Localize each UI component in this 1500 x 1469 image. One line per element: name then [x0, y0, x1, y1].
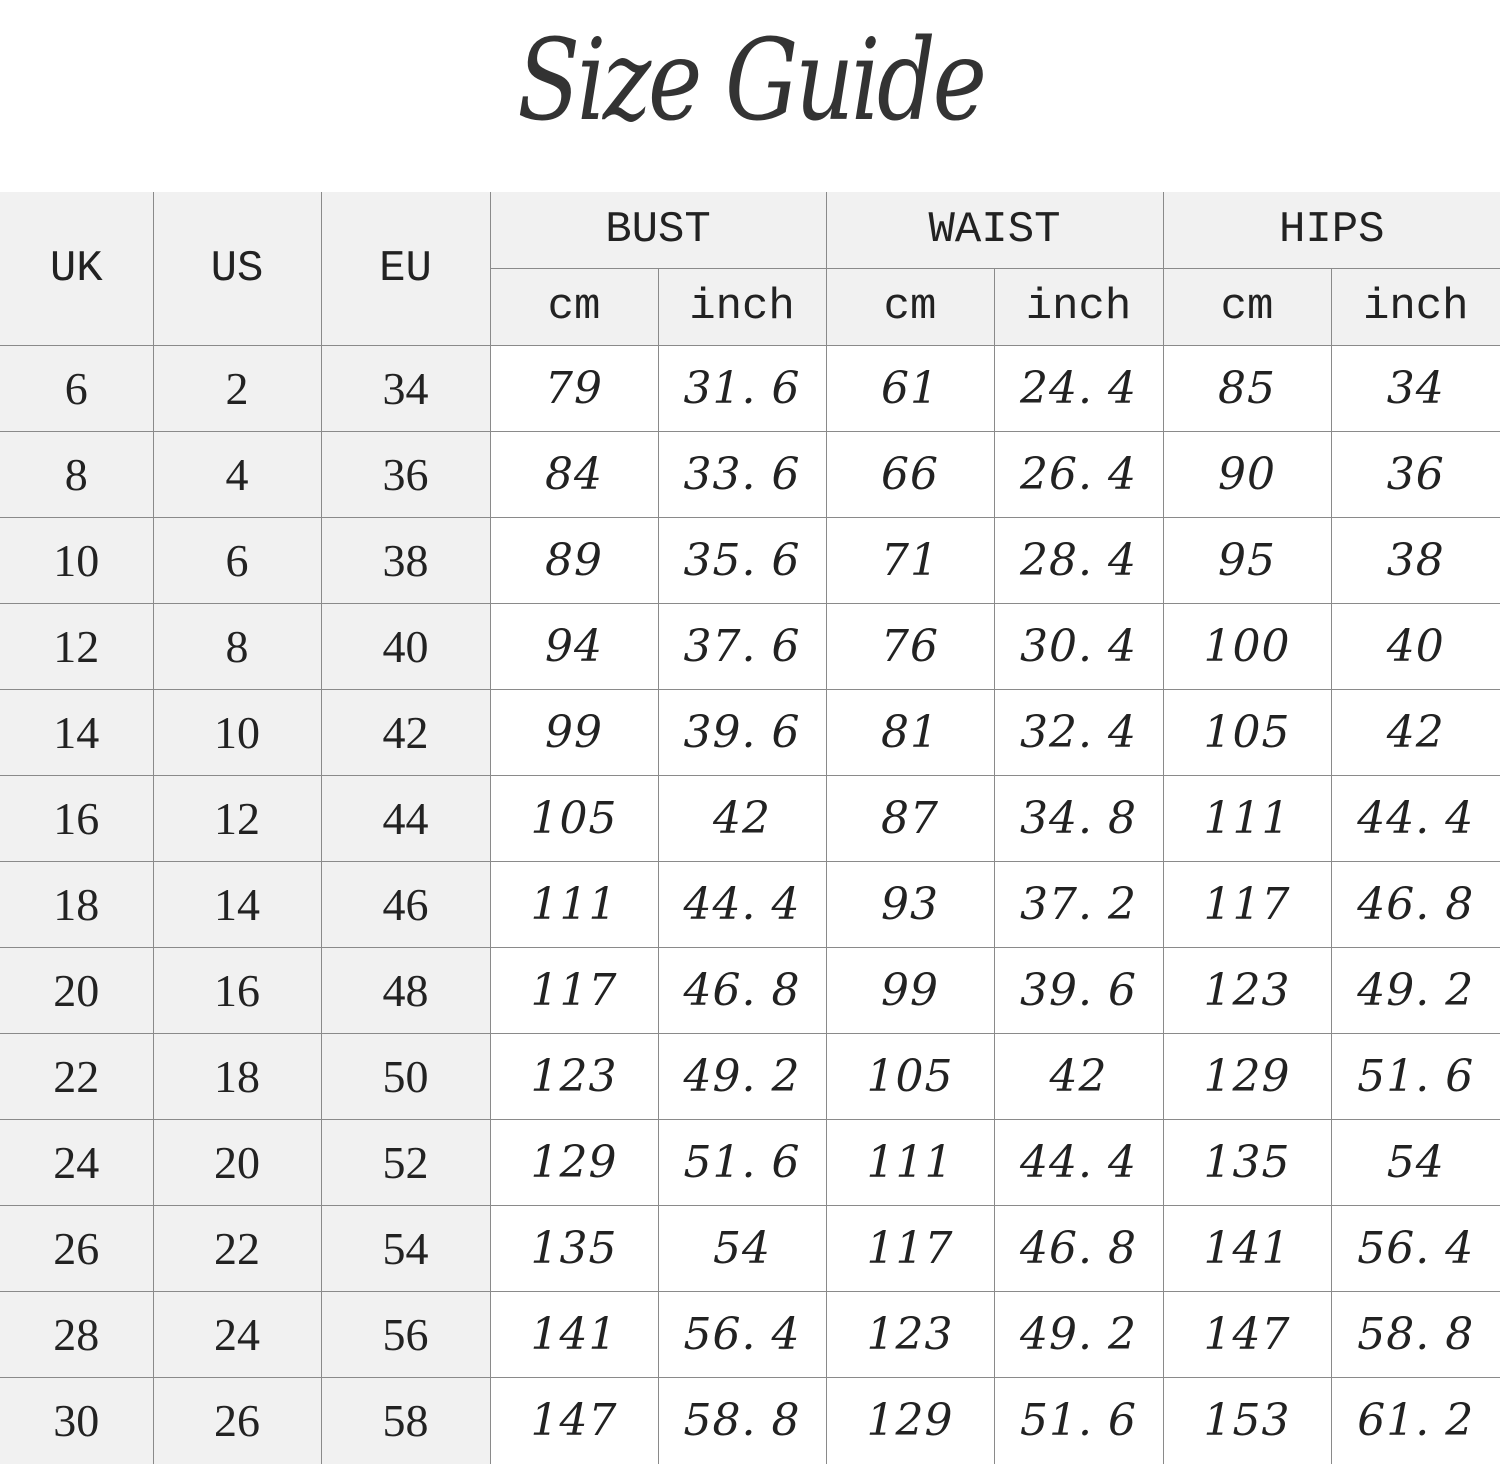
table-row: [0, 1292, 1500, 1378]
cell-hips-inch: 44. 4: [1331, 776, 1500, 862]
cell-us: 26: [153, 1378, 321, 1464]
cell-waist-cm: 105: [826, 1034, 994, 1120]
cell-hips-cm: 141: [1163, 1206, 1331, 1292]
cell-waist-inch: 46. 8: [994, 1206, 1163, 1292]
cell-us: 12: [153, 776, 321, 862]
cell-hips-inch: 38: [1331, 518, 1500, 604]
header-uk: UK: [0, 192, 153, 346]
cell-waist-cm: 66: [826, 432, 994, 518]
cell-bust-inch: 31. 6: [658, 346, 826, 432]
cell-uk: 8: [0, 432, 153, 518]
cell-uk: 24: [0, 1120, 153, 1206]
cell-waist-cm: 129: [826, 1378, 994, 1464]
cell-hips-cm: 117: [1163, 862, 1331, 948]
header-bust: BUST: [490, 192, 826, 269]
cell-bust-inch: 42: [658, 776, 826, 862]
table-row: [0, 432, 1500, 518]
cell-eu: 44: [321, 776, 490, 862]
cell-waist-cm: 99: [826, 948, 994, 1034]
header-eu: EU: [321, 192, 490, 346]
cell-hips-inch: 51. 6: [1331, 1034, 1500, 1120]
cell-us: 16: [153, 948, 321, 1034]
table-row: [0, 948, 1500, 1034]
cell-eu: 46: [321, 862, 490, 948]
cell-bust-inch: 33. 6: [658, 432, 826, 518]
cell-hips-inch: 58. 8: [1331, 1292, 1500, 1378]
cell-bust-inch: 35. 6: [658, 518, 826, 604]
cell-bust-inch: 39. 6: [658, 690, 826, 776]
cell-bust-cm: 111: [490, 862, 658, 948]
cell-hips-inch: 40: [1331, 604, 1500, 690]
table-body: [0, 346, 1500, 1464]
table-row: [0, 776, 1500, 862]
cell-bust-inch: 54: [658, 1206, 826, 1292]
header-hips: HIPS: [1163, 192, 1500, 269]
cell-uk: 6: [0, 346, 153, 432]
cell-bust-inch: 56. 4: [658, 1292, 826, 1378]
cell-us: 22: [153, 1206, 321, 1292]
cell-bust-inch: 49. 2: [658, 1034, 826, 1120]
cell-waist-cm: 87: [826, 776, 994, 862]
cell-waist-inch: 39. 6: [994, 948, 1163, 1034]
cell-hips-cm: 123: [1163, 948, 1331, 1034]
cell-eu: 58: [321, 1378, 490, 1464]
cell-waist-cm: 71: [826, 518, 994, 604]
table-row: [0, 1034, 1500, 1120]
cell-waist-cm: 117: [826, 1206, 994, 1292]
table-row: [0, 862, 1500, 948]
cell-eu: 38: [321, 518, 490, 604]
cell-hips-cm: 95: [1163, 518, 1331, 604]
cell-hips-inch: 54: [1331, 1120, 1500, 1206]
cell-waist-inch: 32. 4: [994, 690, 1163, 776]
cell-uk: 14: [0, 690, 153, 776]
cell-us: 18: [153, 1034, 321, 1120]
cell-eu: 40: [321, 604, 490, 690]
cell-us: 14: [153, 862, 321, 948]
header-bust-cm: cm: [490, 269, 658, 346]
cell-bust-inch: 37. 6: [658, 604, 826, 690]
cell-hips-cm: 135: [1163, 1120, 1331, 1206]
cell-uk: 22: [0, 1034, 153, 1120]
cell-bust-cm: 117: [490, 948, 658, 1034]
cell-bust-cm: 89: [490, 518, 658, 604]
cell-eu: 50: [321, 1034, 490, 1120]
cell-waist-cm: 123: [826, 1292, 994, 1378]
cell-hips-inch: 34: [1331, 346, 1500, 432]
cell-waist-inch: 37. 2: [994, 862, 1163, 948]
size-table: [0, 192, 1500, 1464]
cell-eu: 48: [321, 948, 490, 1034]
table-row: [0, 1378, 1500, 1464]
cell-waist-cm: 61: [826, 346, 994, 432]
cell-bust-cm: 147: [490, 1378, 658, 1464]
cell-waist-inch: 24. 4: [994, 346, 1163, 432]
cell-waist-inch: 51. 6: [994, 1378, 1163, 1464]
cell-hips-cm: 85: [1163, 346, 1331, 432]
cell-hips-cm: 153: [1163, 1378, 1331, 1464]
cell-waist-inch: 26. 4: [994, 432, 1163, 518]
cell-uk: 16: [0, 776, 153, 862]
header-hips-cm: cm: [1163, 269, 1331, 346]
cell-hips-cm: 105: [1163, 690, 1331, 776]
cell-eu: 36: [321, 432, 490, 518]
header-waist: WAIST: [826, 192, 1163, 269]
cell-waist-inch: 30. 4: [994, 604, 1163, 690]
cell-waist-cm: 111: [826, 1120, 994, 1206]
cell-bust-cm: 141: [490, 1292, 658, 1378]
table-row: [0, 690, 1500, 776]
cell-hips-inch: 49. 2: [1331, 948, 1500, 1034]
cell-eu: 54: [321, 1206, 490, 1292]
cell-bust-inch: 58. 8: [658, 1378, 826, 1464]
cell-hips-cm: 100: [1163, 604, 1331, 690]
cell-uk: 18: [0, 862, 153, 948]
cell-hips-cm: 90: [1163, 432, 1331, 518]
table-row: [0, 518, 1500, 604]
cell-waist-cm: 76: [826, 604, 994, 690]
cell-uk: 10: [0, 518, 153, 604]
cell-bust-inch: 46. 8: [658, 948, 826, 1034]
cell-waist-inch: 44. 4: [994, 1120, 1163, 1206]
table-row: [0, 346, 1500, 432]
header-waist-inch: inch: [994, 269, 1163, 346]
cell-hips-inch: 56. 4: [1331, 1206, 1500, 1292]
cell-bust-cm: 94: [490, 604, 658, 690]
cell-hips-inch: 46. 8: [1331, 862, 1500, 948]
cell-waist-inch: 49. 2: [994, 1292, 1163, 1378]
cell-uk: 30: [0, 1378, 153, 1464]
cell-uk: 28: [0, 1292, 153, 1378]
table-row: [0, 1120, 1500, 1206]
cell-hips-cm: 129: [1163, 1034, 1331, 1120]
cell-us: 8: [153, 604, 321, 690]
header-waist-cm: cm: [826, 269, 994, 346]
cell-bust-cm: 123: [490, 1034, 658, 1120]
cell-bust-inch: 51. 6: [658, 1120, 826, 1206]
table-row: [0, 1206, 1500, 1292]
cell-eu: 52: [321, 1120, 490, 1206]
cell-us: 4: [153, 432, 321, 518]
cell-hips-cm: 147: [1163, 1292, 1331, 1378]
cell-hips-inch: 36: [1331, 432, 1500, 518]
cell-eu: 56: [321, 1292, 490, 1378]
cell-uk: 26: [0, 1206, 153, 1292]
cell-bust-inch: 44. 4: [658, 862, 826, 948]
header-hips-inch: inch: [1331, 269, 1500, 346]
header-bust-inch: inch: [658, 269, 826, 346]
cell-eu: 42: [321, 690, 490, 776]
cell-hips-cm: 111: [1163, 776, 1331, 862]
cell-waist-inch: 34. 8: [994, 776, 1163, 862]
cell-bust-cm: 84: [490, 432, 658, 518]
cell-bust-cm: 135: [490, 1206, 658, 1292]
cell-uk: 20: [0, 948, 153, 1034]
cell-us: 10: [153, 690, 321, 776]
page-title: Size Guide: [516, 16, 984, 146]
cell-waist-inch: 42: [994, 1034, 1163, 1120]
cell-bust-cm: 99: [490, 690, 658, 776]
cell-uk: 12: [0, 604, 153, 690]
cell-waist-cm: 81: [826, 690, 994, 776]
cell-us: 2: [153, 346, 321, 432]
cell-hips-inch: 61. 2: [1331, 1378, 1500, 1464]
cell-bust-cm: 79: [490, 346, 658, 432]
cell-hips-inch: 42: [1331, 690, 1500, 776]
cell-waist-cm: 93: [826, 862, 994, 948]
cell-bust-cm: 129: [490, 1120, 658, 1206]
cell-us: 20: [153, 1120, 321, 1206]
cell-eu: 34: [321, 346, 490, 432]
table-row: [0, 604, 1500, 690]
cell-waist-inch: 28. 4: [994, 518, 1163, 604]
header-us: US: [153, 192, 321, 346]
title-area: [0, 0, 1500, 192]
cell-us: 24: [153, 1292, 321, 1378]
cell-us: 6: [153, 518, 321, 604]
cell-bust-cm: 105: [490, 776, 658, 862]
